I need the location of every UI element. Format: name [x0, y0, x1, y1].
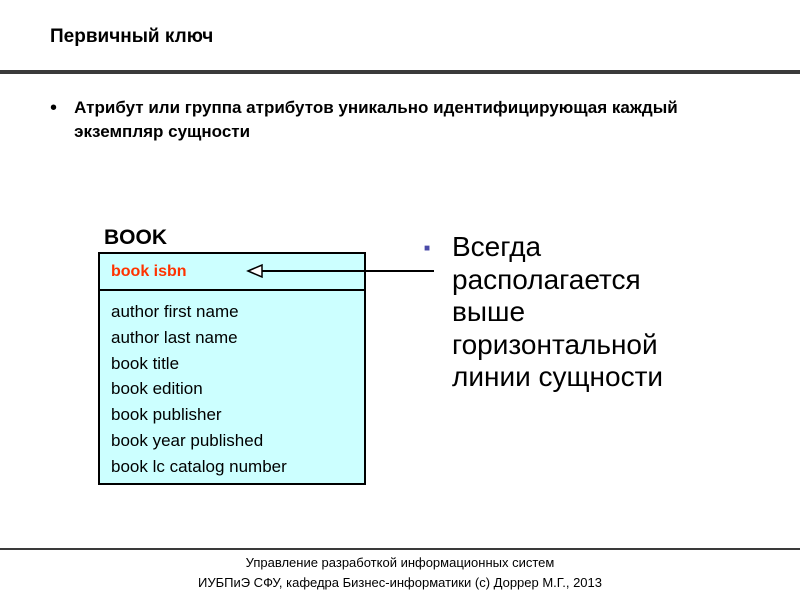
attribute-item: book lc catalog number — [111, 456, 287, 476]
attribute-item: book publisher — [111, 405, 222, 425]
attribute-list — [100, 291, 364, 480]
note-bullet — [424, 231, 712, 394]
attribute-item: author last name — [111, 327, 238, 347]
footer-line-2: ИУБПиЭ СФУ, кафедра Бизнес-информатики (с) Доррер М.Г., 2013 — [197, 575, 602, 590]
definition-text: Атрибут или группа атрибутов уникально идентифицирующая каждый экземпляр сущности — [74, 98, 678, 141]
note-marker-icon: ■ — [424, 243, 431, 254]
title-divider — [0, 70, 800, 74]
footer-divider — [0, 548, 800, 550]
entity-box — [98, 252, 366, 485]
attribute-item: author first name — [111, 302, 239, 321]
entity-name: BOOK — [104, 226, 167, 249]
primary-key-attribute: book isbn — [111, 262, 187, 280]
primary-key-section — [100, 254, 364, 291]
attribute-item: book edition — [111, 379, 203, 399]
attribute-item: book year published — [111, 430, 264, 450]
slide-title: Первичный ключ — [50, 26, 214, 47]
footer-line-1: Управление разработкой информационных систем — [245, 555, 555, 570]
footer — [0, 553, 800, 593]
note-text: Всегда располагается выше горизонтальной линии сущности — [452, 231, 664, 392]
definition-bullet — [50, 96, 750, 144]
bullet-marker: • — [50, 97, 58, 119]
attribute-item: book title — [111, 353, 180, 373]
